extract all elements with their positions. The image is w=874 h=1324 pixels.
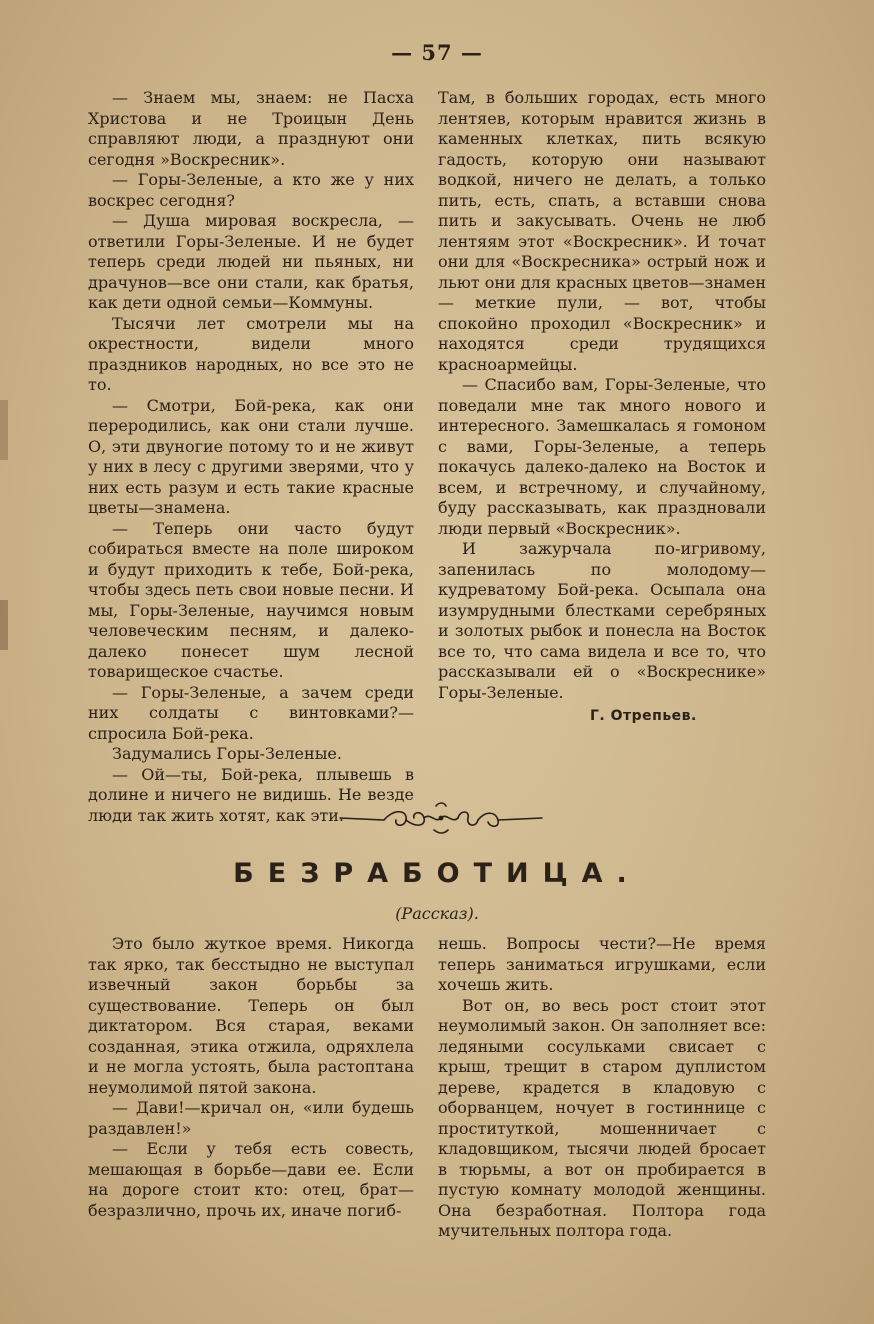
paragraph: Там, в больших городах, есть много лентяев, которым нравится жизнь в каменных клетках, пить всякую гадость, которую они называют водкой, ничего не делать, а только пить, есть, спать, а вставши снова пить и закусывать. Очень не люб лентяям этот «Воскресник». И точат они для «Воскресника» острый нож и льют они для красных цветов—знамен — меткие пули, — вот, чтобы спокойно проходил «Воскресник» и находятся среди трудящихся красноармейцы. xyxy=(438,88,766,374)
story1-column-2 xyxy=(438,88,766,703)
paragraph: — Если у тебя есть совесть, мешающая в борьбе—дави ее. Если на дороге стоит кто: отец, брат—безразлично, прочь их, иначе погиб- xyxy=(88,1139,414,1220)
paragraph: — Горы-Зеленые, а зачем среди них солдаты с винтовками?—спросила Бой-река. xyxy=(88,682,414,743)
paragraph: — Душа мировая воскресла, —ответили Горы-Зеленые. И не будет теперь среди людей ни пьяных, ни драчунов—все они стали, как братья, как дети одной семьи—Коммуны. xyxy=(88,211,414,312)
page-number: — 57 — xyxy=(391,40,483,65)
ornament-divider-icon xyxy=(336,798,546,838)
page-edge-mark xyxy=(0,600,8,650)
story2-column-2 xyxy=(438,934,766,1242)
paragraph: — Спасибо вам, Горы-Зеленые, что поведали мне так много нового и интересного. Замешкалась я гомоном с вами, Горы-Зеленые, а теперь покачусь далеко-далеко на Восток и всем, и встречному, и случайному, буду рассказывать, как праздновали люди первый «Воскресник». xyxy=(438,375,766,538)
story1-column-1 xyxy=(88,88,414,826)
paragraph: — Горы-Зеленые, а кто же у них воскрес сегодня? xyxy=(88,170,414,210)
page-edge-mark xyxy=(0,400,8,460)
story-subtitle: (Рассказ). xyxy=(395,904,479,923)
paragraph: — Теперь они часто будут собираться вместе на поле широком и будут приходить к тебе, Бой-река, чтобы здесь петь свои новые песни. И мы, Горы-Зеленые, научимся новым человеческим песням, и далеко-далеко понесет шум лесной товарищеское счастье. xyxy=(88,518,414,681)
author-signature: Г. Отрепьев. xyxy=(590,708,697,724)
paragraph: — Смотри, Бой-река, как они переродились, как они стали лучше. О, эти двуногие потому то и не живут у них в лесу с другими зверями, что у них есть разум и есть такие красные цветы—знамена. xyxy=(88,395,414,517)
paragraph: — Дави!—кричал он, «или будешь раздавлен!» xyxy=(88,1098,414,1138)
paragraph: — Знаем мы, знаем: не Пасха Христова и не Троицын День справляют люди, а празднуют они сегодня »Воскресник». xyxy=(88,88,414,169)
paragraph: Задумались Горы-Зеленые. xyxy=(112,744,342,763)
paragraph: — Ой—ты, Бой-река, плывешь в долине и ничего не видишь. Не везде люди так жить хотят, как эти. xyxy=(88,764,414,825)
story-title: БЕЗРАБОТИЦА. xyxy=(233,858,641,889)
paragraph: И зажурчала по-игривому, запенилась по молодому—кудреватому Бой-река. Осыпала она изумрудными блестками серебряных и золотых рыбок и понесла на Восток все то, что сама видела и все то, что рассказывали ей о «Воскреснике» Горы-Зеленые. xyxy=(438,539,766,702)
paragraph: Тысячи лет смотрели мы на окрестности, видели много праздников народных, но все это не то. xyxy=(88,313,414,394)
paragraph: Вот он, во весь рост стоит этот неумолимый закон. Он заполняет все: ледяными сосульками свисает с крыш, трещит в старом дуплистом дереве, крадется в кладовую с оборванцем, ночует в гостиннице с проституткой, мошенничает с кладовщиком, тысячи людей бросает в тюрьмы, а вот он пробирается в пустую комнату молодой женщины. Она безработная. Полтора года мучительных полтора года. xyxy=(438,995,766,1240)
story2-column-1 xyxy=(88,934,414,1221)
paragraph: нешь. Вопросы чести?—Не время теперь заниматься игрушками, если хочешь жить. xyxy=(438,934,766,994)
paragraph: Это было жуткое время. Никогда так ярко, так бесстыдно не выступал извечный закон борьбы за существование. Теперь он был диктатором. Вся старая, веками созданная, этика отжила, одряхлела и не могла устоять, была растоптана неумолимой пятой закона. xyxy=(88,934,414,1097)
